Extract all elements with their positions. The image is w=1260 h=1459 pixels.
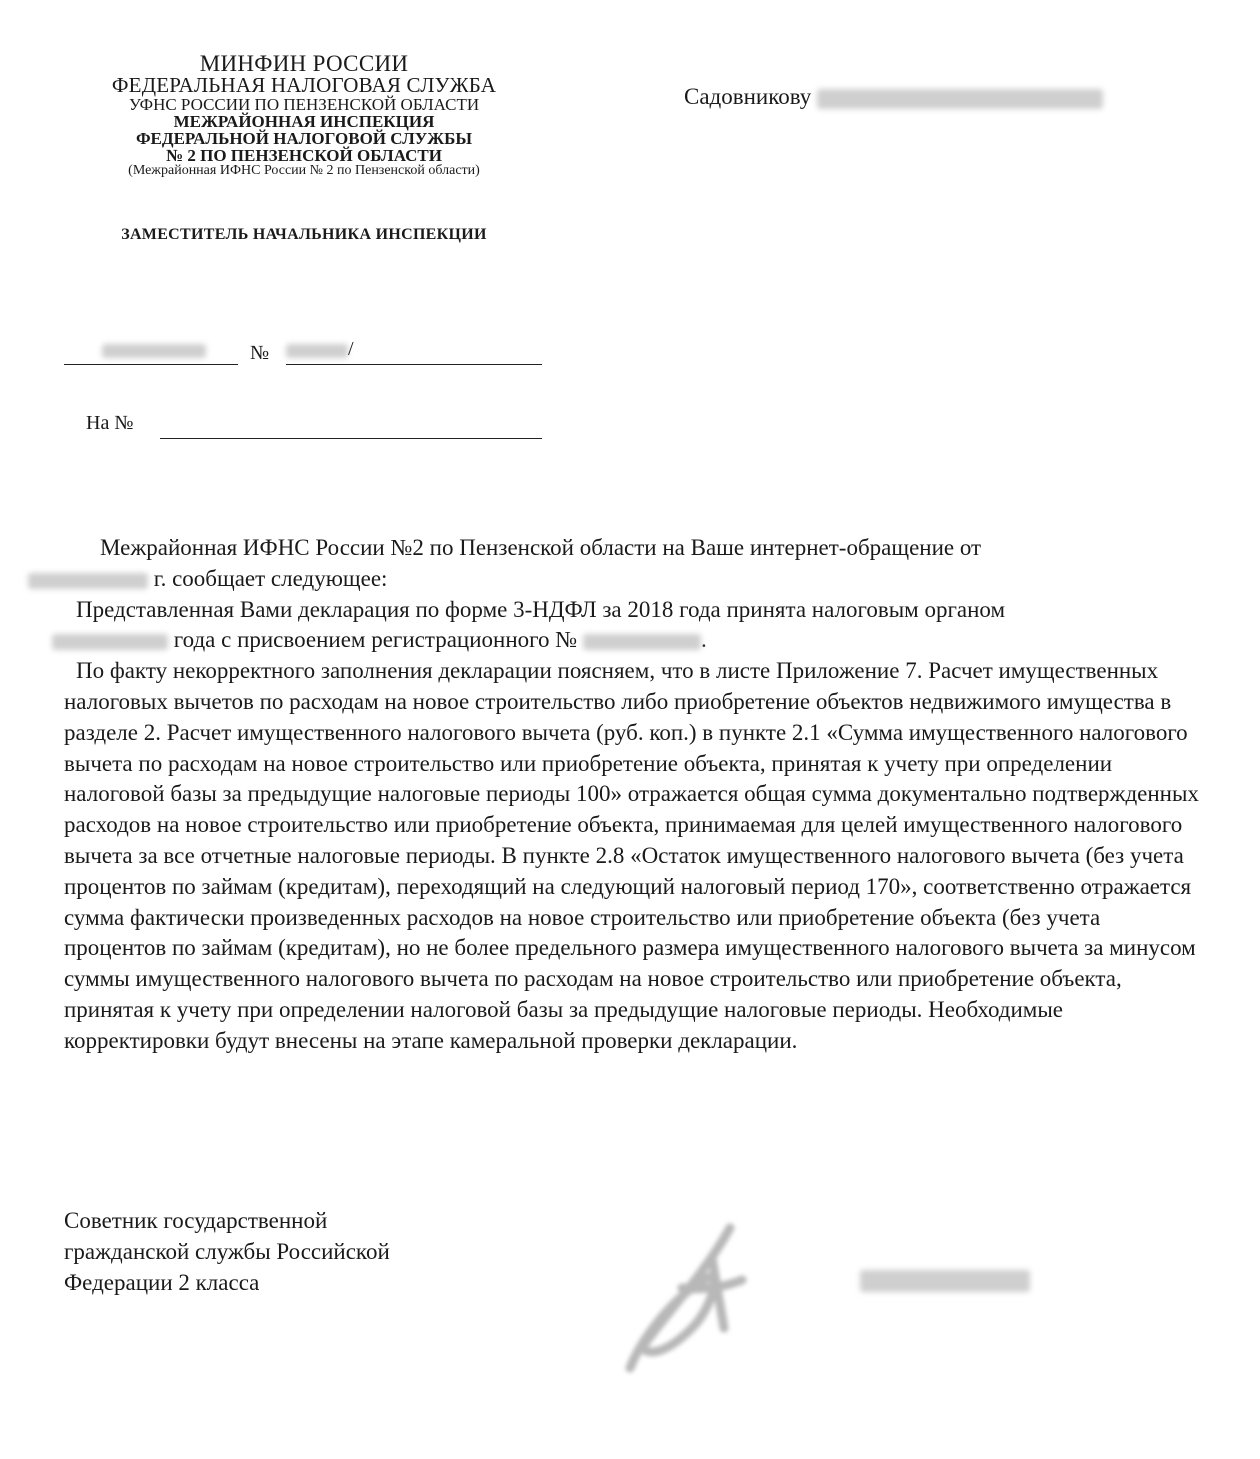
- reply-to-field: [160, 414, 542, 439]
- redacted-addressee-name: [817, 89, 1103, 109]
- letterhead-inspection: МЕЖРАЙОННАЯ ИНСПЕКЦИЯ: [173, 112, 435, 131]
- paragraph-3: По факту некорректного заполнения декларации поясняем, что в листе Приложение 7. Расчет имущественных налоговых вычетов по расходам на новое строительство либо приобретение объектов недвижимого имущества в разделе 2. Расчет имущественного налогового вычета (руб. коп.) в пункте 2.1 «Сумма имущественного налогового вычета по расходам на новое строительство или приобретение объекта, принятая к учету при определении налоговой базы за предыдущие налоговые периоды 100» отражается общая сумма документально подтвержденных расходов на новое строительство или приобретение объекта, принимаемая для целей имущественного налогового вычета за все отчетные налоговые периоды. В пункте 2.8 «Остаток имущественного налогового вычета (без учета процентов по займам (кредитам), переходящий на следующий налоговый период 170», соответственно отражается сумма фактически произведенных расходов на новое строительство или приобретение объекта (без учета процентов по займам (кредитам), но не более предельного размера имущественного налогового вычета за минусом суммы имущественного налогового вычета по расходам на новое строительство или приобретение объекта, принятая к учету при определении налоговой базы за предыдущие налоговые периоды. Необходимые корректировки будут внесены на этапе камеральной проверки декларации.: [64, 658, 1199, 1053]
- letter-body: [64, 533, 1204, 1057]
- signer-title-line-3: Федерации 2 класса: [64, 1269, 260, 1295]
- paragraph-1-text: Межрайонная ИФНС России №2 по Пензенской области на Ваше интернет-обращение от: [100, 535, 982, 560]
- letterhead-ministry: МИНФИН РОССИИ: [199, 51, 409, 76]
- signer-title-line-1: Советник государственной: [64, 1208, 328, 1233]
- letterhead-inspection-2: ФЕДЕРАЛЬНОЙ НАЛОГОВОЙ СЛУЖБЫ: [135, 129, 473, 148]
- number-sign: №: [250, 342, 270, 364]
- addressee-surname: Садовникову: [684, 84, 812, 109]
- redacted-date: [102, 344, 206, 358]
- paragraph-2-mid: года с присвоением регистрационного №: [173, 627, 578, 653]
- paragraph-2: [64, 595, 1204, 657]
- reply-to-line: [86, 412, 546, 440]
- paragraph-2-end: .: [700, 627, 707, 653]
- number-suffix: /: [348, 338, 354, 360]
- paragraph-2-text: Представленная Вами декларация по форме 3-НДФЛ за 2018 года принята налоговым органом: [76, 596, 1006, 622]
- signature-image: [612, 1218, 762, 1378]
- registration-line: [64, 338, 544, 368]
- letterhead: [64, 52, 544, 178]
- redacted-appeal-date: [28, 573, 148, 589]
- redacted-number: [286, 344, 348, 358]
- paragraph-1-end: г. сообщает следующее:: [153, 565, 388, 591]
- letterhead-short-name: (Межрайонная ИФНС России № 2 по Пензенской области): [128, 163, 480, 178]
- signer-title-line-2: гражданской службы Российской: [64, 1238, 390, 1264]
- redacted-reg-number: [583, 634, 701, 650]
- date-line: [64, 342, 238, 365]
- addressee: [684, 84, 1103, 110]
- letterhead-regional-office: УФНС РОССИИ ПО ПЕНЗЕНСКОЙ ОБЛАСТИ: [128, 95, 480, 114]
- number-line: [286, 338, 542, 365]
- redacted-signer-name: [860, 1270, 1030, 1292]
- letterhead-service: ФЕДЕРАЛЬНАЯ НАЛОГОВАЯ СЛУЖБА: [111, 73, 497, 97]
- redacted-accept-date: [52, 634, 168, 650]
- signer-title: [64, 1206, 390, 1298]
- letterhead-inspection-3: № 2 ПО ПЕНЗЕНСКОЙ ОБЛАСТИ: [166, 146, 442, 165]
- signatory-role: ЗАМЕСТИТЕЛЬ НАЧАЛЬНИКА ИНСПЕКЦИИ: [121, 226, 487, 243]
- paragraph-1: [64, 533, 1204, 595]
- reply-to-label: На №: [86, 412, 134, 434]
